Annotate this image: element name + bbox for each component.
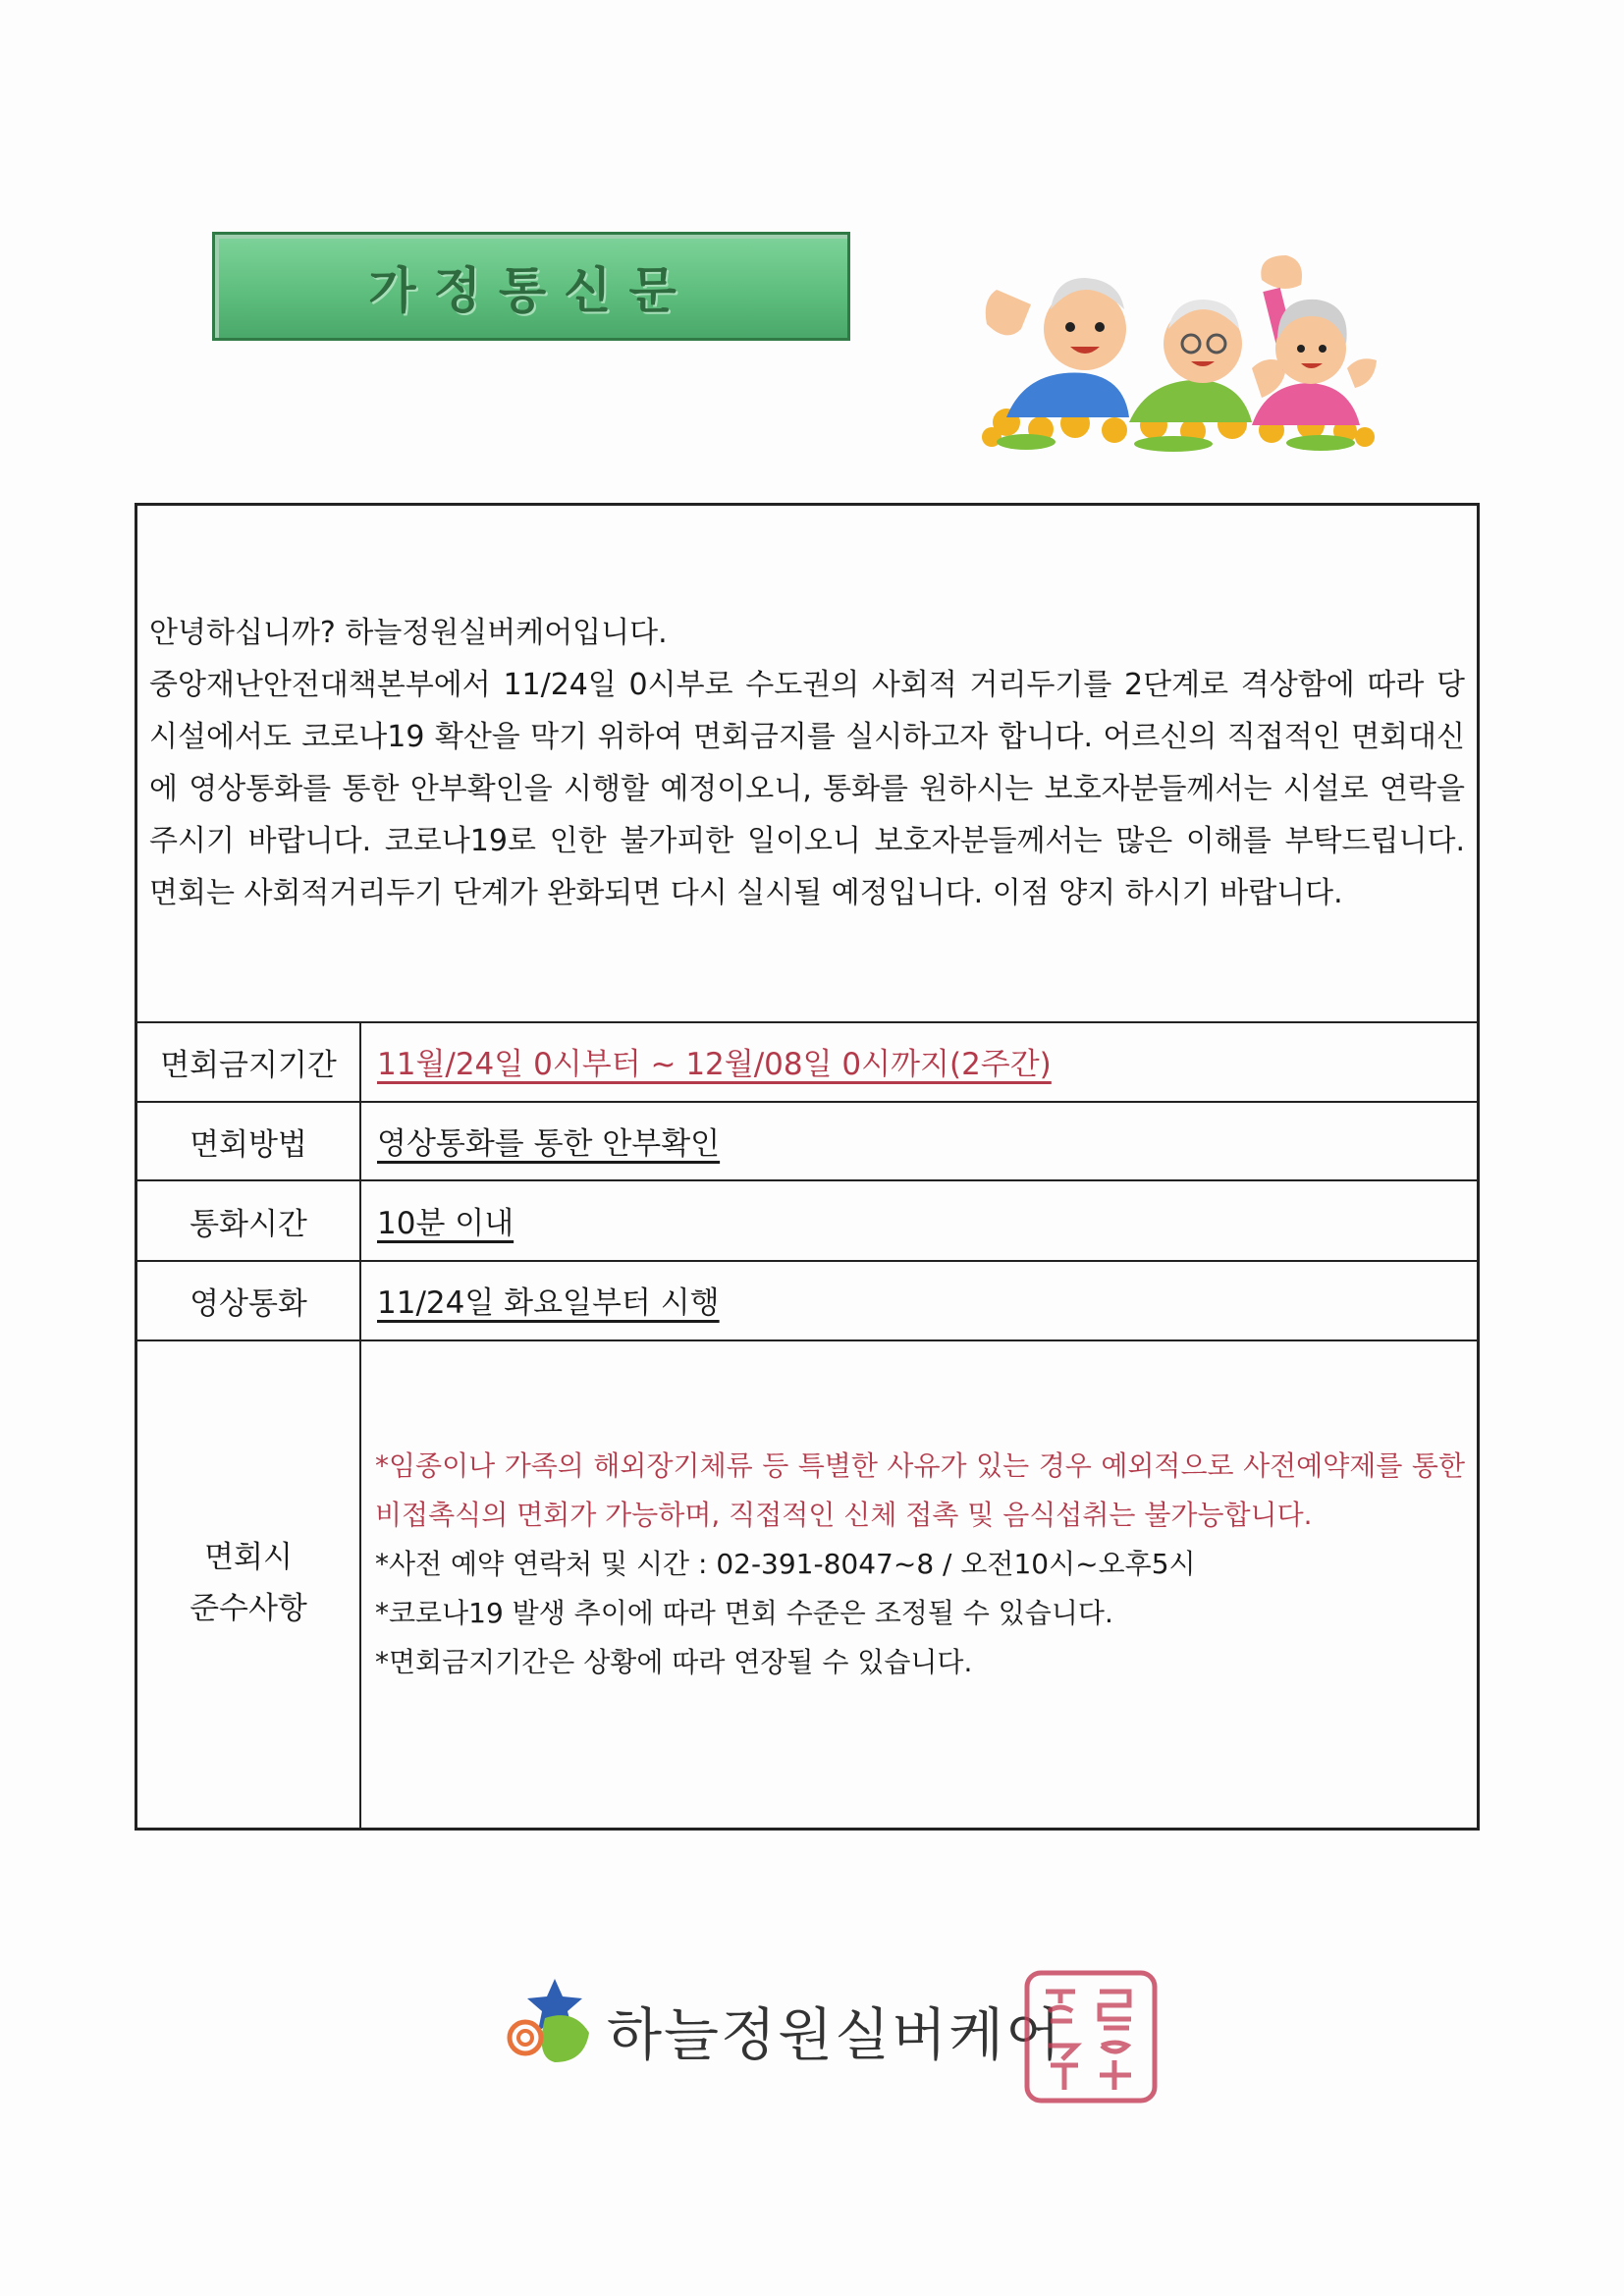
rules-label (137, 1532, 359, 1634)
row-value-call-time: 10분 이내 (377, 1206, 514, 1241)
rules-label-line-1: 면회시 (204, 1540, 293, 1575)
intro-body: 중앙재난안전대책본부에서 11/24일 0시부로 수도권의 사회적 거리두기를 2단계로 격상함에 따라 당 시설에서도 코로나19 확산을 막기 위하여 면회금지를 실시하고자 합니다. 어르신의 직접적인 면회대신에 영상통화를 통한 안부확인을 시행할 예정이오니, 통화를 원하시는 보호자분들께서는 시설로 연락을 주시기 바랍니다. 코로나19로 인한 불가피한 일이오니 보호자분들께서는 많은 이해를 부탁드립니다. 면회는 사회적거리두기 단계가 완화되면 다시 실시될 예정입니다. 이점 양지 하시기 바랍니다. (149, 668, 1465, 910)
org-logo-icon (501, 1969, 599, 2067)
title-banner (212, 232, 850, 341)
seal-stamp-icon (1021, 1967, 1161, 2106)
row-value-video-call: 11/24일 화요일부터 시행 (377, 1285, 720, 1321)
rules-list (375, 1442, 1465, 1687)
org-name: 하늘정원실버케어 (607, 2001, 1063, 2068)
elders-cheering-icon (967, 250, 1380, 452)
row-label-call-time: 통화시간 (189, 1206, 307, 1242)
row-value-visit-method: 영상통화를 통한 안부확인 (377, 1126, 721, 1162)
table-column-divider (359, 1021, 361, 1829)
page-title: 가정통신문 (368, 261, 694, 319)
intro-greeting: 안녕하십니까? 하늘정원실버케어입니다. (149, 616, 668, 650)
row-label-ban-period: 면회금지기간 (160, 1048, 337, 1083)
rule-item-extension: *면회금지기간은 상황에 따라 연장될 수 있습니다. (375, 1646, 973, 1678)
row-value-ban-period: 11월/24일 0시부터 ~ 12월/08일 0시까지(2주간) (377, 1047, 1052, 1082)
rule-item-adjustment: *코로나19 발생 추이에 따라 면회 수준은 조정될 수 있습니다. (375, 1597, 1113, 1629)
rule-item-reservation: *사전 예약 연락처 및 시간 : 02-391-8047~8 / 오전10시~오후5시 (375, 1548, 1196, 1580)
table-row-divider (135, 1339, 1480, 1341)
row-label-visit-method: 면회방법 (189, 1126, 307, 1163)
rule-item-exception: *임종이나 가족의 해외장기체류 등 특별한 사유가 있는 경우 예외적으로 사전예약제를 통한 비접촉식의 면회가 가능하며, 직접적인 신체 접촉 및 음식섭취는 불가능합니다. (375, 1449, 1465, 1531)
row-label-video-call: 영상통화 (189, 1286, 307, 1322)
rules-label-line-2: 준수사항 (189, 1591, 307, 1626)
intro-section (149, 607, 1465, 919)
